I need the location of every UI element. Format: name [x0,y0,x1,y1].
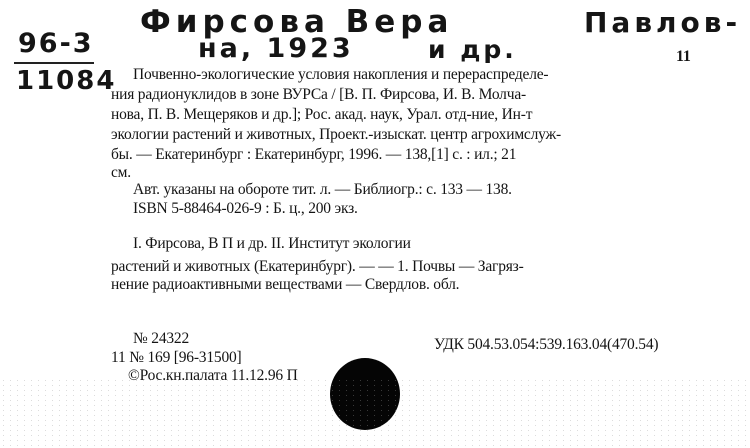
record-number: 11 № 169 [96-31500] [111,349,242,366]
title-line: экологии растений и животных, Проект.-изыскат. центр агрохимслуж- [111,126,561,143]
registration-number: № 24322 [133,330,190,347]
notes-line: Авт. указаны на обороте тит. л. — Библиогр.: с. 133 — 138. [133,181,512,198]
shelfmark-bottom: 11084 [16,66,117,96]
handwritten-author: Фирсова Вера [140,4,454,40]
tracing-line: растений и животных (Екатеринбург). — — 1. Почвы — Загряз- [111,258,524,275]
title-line: бы. — Екатеринбург : Екатеринбург, 1996. — 138,[1] с. : ил.; 21 [111,146,517,163]
shelfmark-top: 96-3 [18,28,94,59]
card-number: 11 [676,48,691,65]
title-line: нова, П. В. Мещеряков и др.]; Рос. акад. наук, Урал. отд-ние, Ин-т [111,106,533,123]
handwritten-author-continued: Павлов- [584,6,742,39]
tracing-line: I. Фирсова, В П и др. II. Институт экологии [133,235,411,252]
handwritten-birth-year: на, 1923 [198,33,354,64]
title-line: ния радионуклидов в зоне ВУРСа / [В. П. Фирсова, И. В. Молча- [111,86,526,103]
shelfmark-divider [14,62,94,64]
handwritten-and-others: и др. [428,35,517,64]
title-line: см. [111,164,131,181]
title-line: Почвенно-экологические условия накопления и перераспределе- [133,66,549,83]
tracing-line: нение радиоактивными веществами — Свердлов. обл. [111,276,460,293]
isbn-line: ISBN 5-88464-026-9 : Б. ц., 200 экз. [133,200,358,217]
book-chamber-stamp-text: ©Рос.кн.палата 11.12.96 П [128,367,298,384]
scan-noise [0,378,750,448]
udc-code: УДК 504.53.054:539.163.04(470.54) [434,336,659,353]
